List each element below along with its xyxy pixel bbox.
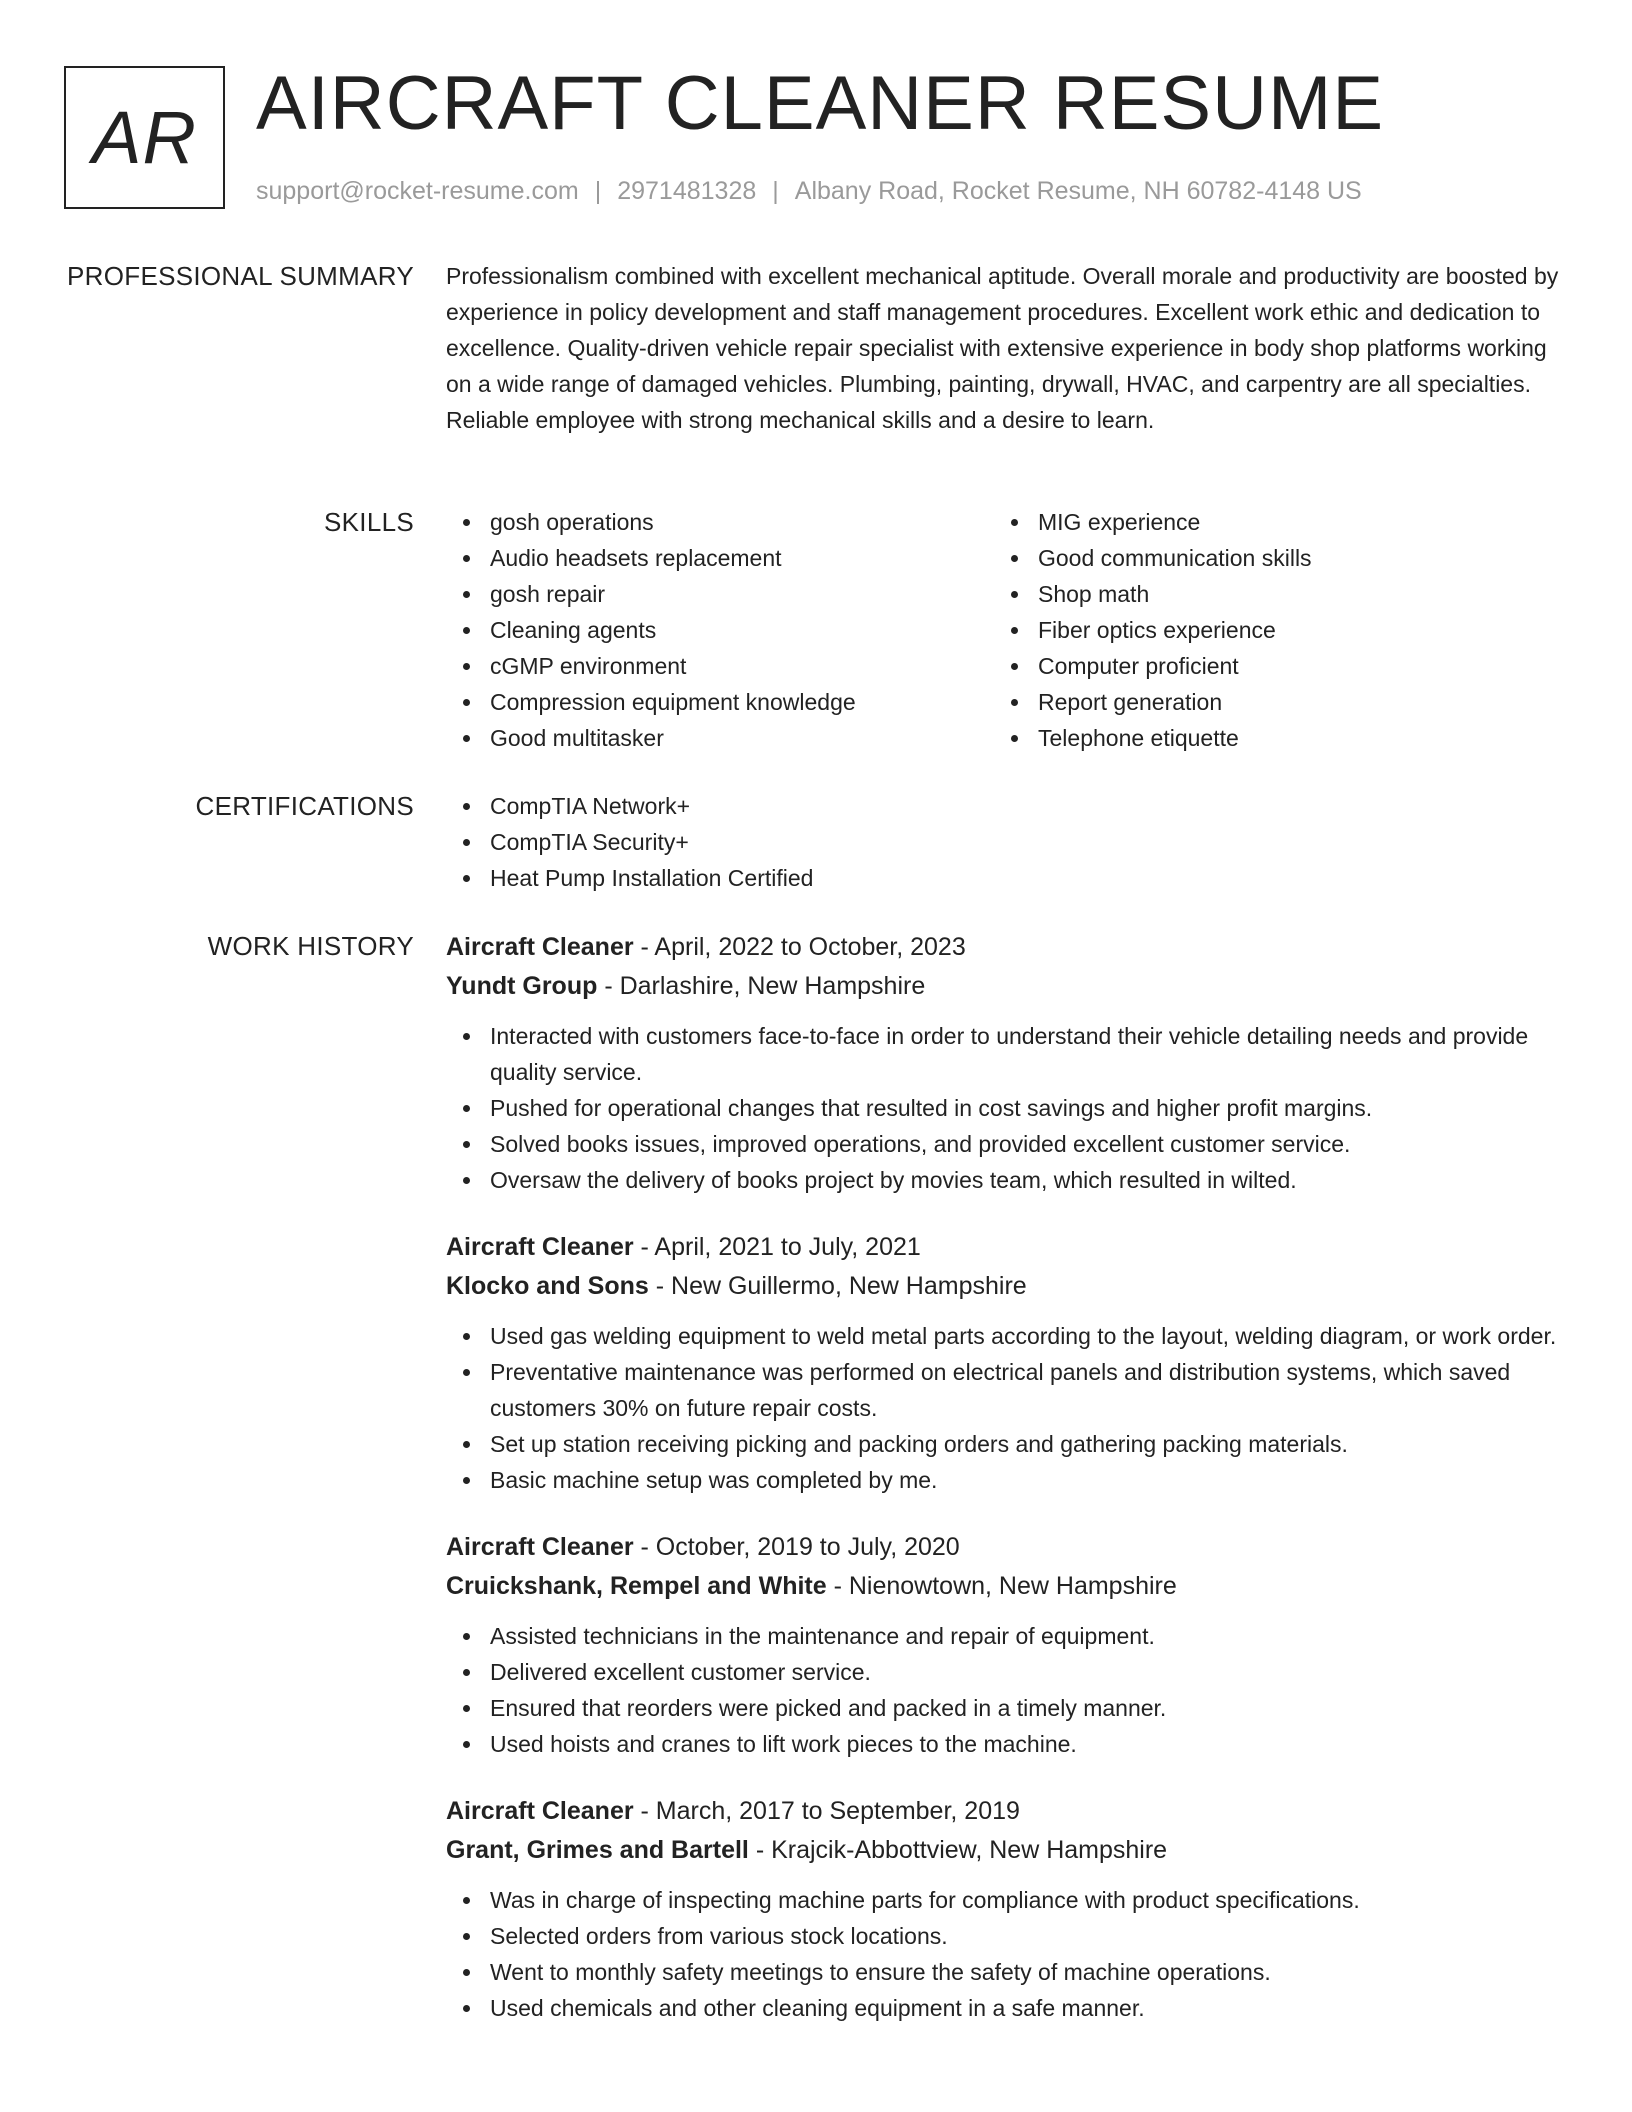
- monogram-initials: AR: [92, 96, 197, 179]
- list-item: Report generation: [994, 684, 1542, 720]
- contact-line: [256, 174, 1362, 208]
- contact-phone: 2971481328: [617, 177, 757, 205]
- job-company-line: [446, 967, 1566, 1006]
- job-duties-list: [446, 1618, 1566, 1762]
- job-duties-list: [446, 1882, 1566, 2026]
- job-company-line: [446, 1567, 1566, 1606]
- skills-list-right: [994, 504, 1542, 756]
- job-title: Aircraft Cleaner: [446, 1533, 634, 1561]
- job-entry: [446, 1792, 1566, 2026]
- list-item: Solved books issues, improved operations, and provided excellent customer service.: [446, 1126, 1566, 1162]
- list-item: Assisted technicians in the maintenance and repair of equipment.: [446, 1618, 1566, 1654]
- list-item: Heat Pump Installation Certified: [446, 860, 1566, 896]
- job-title-line: [446, 1228, 1566, 1267]
- list-item: Went to monthly safety meetings to ensure the safety of machine operations.: [446, 1954, 1566, 1990]
- list-item: Computer proficient: [994, 648, 1542, 684]
- list-item: Used gas welding equipment to weld metal parts according to the layout, welding diagram, or work order.: [446, 1318, 1566, 1354]
- list-item: Compression equipment knowledge: [446, 684, 994, 720]
- job-company: Cruickshank, Rempel and White: [446, 1572, 827, 1600]
- certifications-list: [446, 788, 1566, 896]
- list-item: Basic machine setup was completed by me.: [446, 1462, 1566, 1498]
- contact-separator: |: [772, 177, 779, 205]
- list-item: Oversaw the delivery of books project by movies team, which resulted in wilted.: [446, 1162, 1566, 1198]
- list-item: Was in charge of inspecting machine parts for compliance with product specifications.: [446, 1882, 1566, 1918]
- list-item: Interacted with customers face-to-face in order to understand their vehicle detailing needs and provide quality service.: [446, 1018, 1566, 1090]
- job-dates: - April, 2021 to July, 2021: [633, 1233, 921, 1261]
- list-item: Ensured that reorders were picked and packed in a timely manner.: [446, 1690, 1566, 1726]
- list-item: Pushed for operational changes that resulted in cost savings and higher profit margins.: [446, 1090, 1566, 1126]
- job-company: Klocko and Sons: [446, 1272, 649, 1300]
- job-title-line: [446, 1528, 1566, 1567]
- job-entry: [446, 1528, 1566, 1762]
- job-duties-list: [446, 1318, 1566, 1498]
- list-item: Preventative maintenance was performed on electrical panels and distribution systems, which saved customers 30% on future repair costs.: [446, 1354, 1566, 1426]
- job-title: Aircraft Cleaner: [446, 1233, 634, 1261]
- job-title: Aircraft Cleaner: [446, 1797, 634, 1825]
- job-company: Yundt Group: [446, 972, 598, 1000]
- list-item: Used chemicals and other cleaning equipment in a safe manner.: [446, 1990, 1566, 2026]
- summary-text: Professionalism combined with excellent mechanical aptitude. Overall morale and productivity are boosted by experience in policy development and staff management procedures. Excellent work ethic and dedication to excellence. Quality-driven vehicle repair specialist with extensive experience in body shop platforms working on a wide range of damaged vehicles. Plumbing, painting, drywall, HVAC, and carpentry are all specialties. Reliable employee with strong mechanical skills and a desire to learn.: [446, 263, 1559, 433]
- job-title-line: [446, 1792, 1566, 1831]
- job-dates: - October, 2019 to July, 2020: [633, 1533, 960, 1561]
- list-item: Audio headsets replacement: [446, 540, 994, 576]
- monogram-box: [64, 66, 225, 209]
- job-company: Grant, Grimes and Bartell: [446, 1836, 749, 1864]
- job-title: Aircraft Cleaner: [446, 933, 634, 961]
- list-item: Fiber optics experience: [994, 612, 1542, 648]
- skills-columns: [446, 504, 1566, 756]
- job-title-line: [446, 928, 1566, 967]
- certifications-body: [446, 788, 1566, 896]
- work-history-body: [446, 928, 1566, 2056]
- job-location: - Darlashire, New Hampshire: [597, 972, 926, 1000]
- job-location: - Krajcik-Abbottview, New Hampshire: [748, 1836, 1168, 1864]
- list-item: gosh operations: [446, 504, 994, 540]
- list-item: Good multitasker: [446, 720, 994, 756]
- job-entry: [446, 928, 1566, 1198]
- skills-list-left: [446, 504, 994, 756]
- list-item: CompTIA Network+: [446, 788, 1566, 824]
- job-location: - Nienowtown, New Hampshire: [826, 1572, 1177, 1600]
- job-company-line: [446, 1831, 1566, 1870]
- job-location: - New Guillermo, New Hampshire: [648, 1272, 1027, 1300]
- list-item: cGMP environment: [446, 648, 994, 684]
- list-item: Telephone etiquette: [994, 720, 1542, 756]
- list-item: Selected orders from various stock locations.: [446, 1918, 1566, 1954]
- list-item: Cleaning agents: [446, 612, 994, 648]
- job-dates: - March, 2017 to September, 2019: [633, 1797, 1020, 1825]
- job-duties-list: [446, 1018, 1566, 1198]
- list-item: CompTIA Security+: [446, 824, 1566, 860]
- skills-heading: SKILLS: [324, 507, 414, 537]
- contact-email: support@rocket-resume.com: [256, 177, 579, 205]
- list-item: Good communication skills: [994, 540, 1542, 576]
- list-item: MIG experience: [994, 504, 1542, 540]
- contact-separator: |: [594, 177, 602, 205]
- contact-address: Albany Road, Rocket Resume, NH 60782-4148 US: [794, 177, 1362, 205]
- work-history-heading: WORK HISTORY: [207, 931, 414, 961]
- list-item: gosh repair: [446, 576, 994, 612]
- job-entry: [446, 1228, 1566, 1498]
- list-item: Set up station receiving picking and packing orders and gathering packing materials.: [446, 1426, 1566, 1462]
- summary-heading: PROFESSIONAL SUMMARY: [67, 261, 414, 291]
- job-dates: - April, 2022 to October, 2023: [633, 933, 966, 961]
- list-item: Used hoists and cranes to lift work pieces to the machine.: [446, 1726, 1566, 1762]
- job-company-line: [446, 1267, 1566, 1306]
- certifications-heading: CERTIFICATIONS: [195, 791, 414, 821]
- list-item: Shop math: [994, 576, 1542, 612]
- resume-title: AIRCRAFT CLEANER RESUME: [256, 61, 1385, 146]
- list-item: Delivered excellent customer service.: [446, 1654, 1566, 1690]
